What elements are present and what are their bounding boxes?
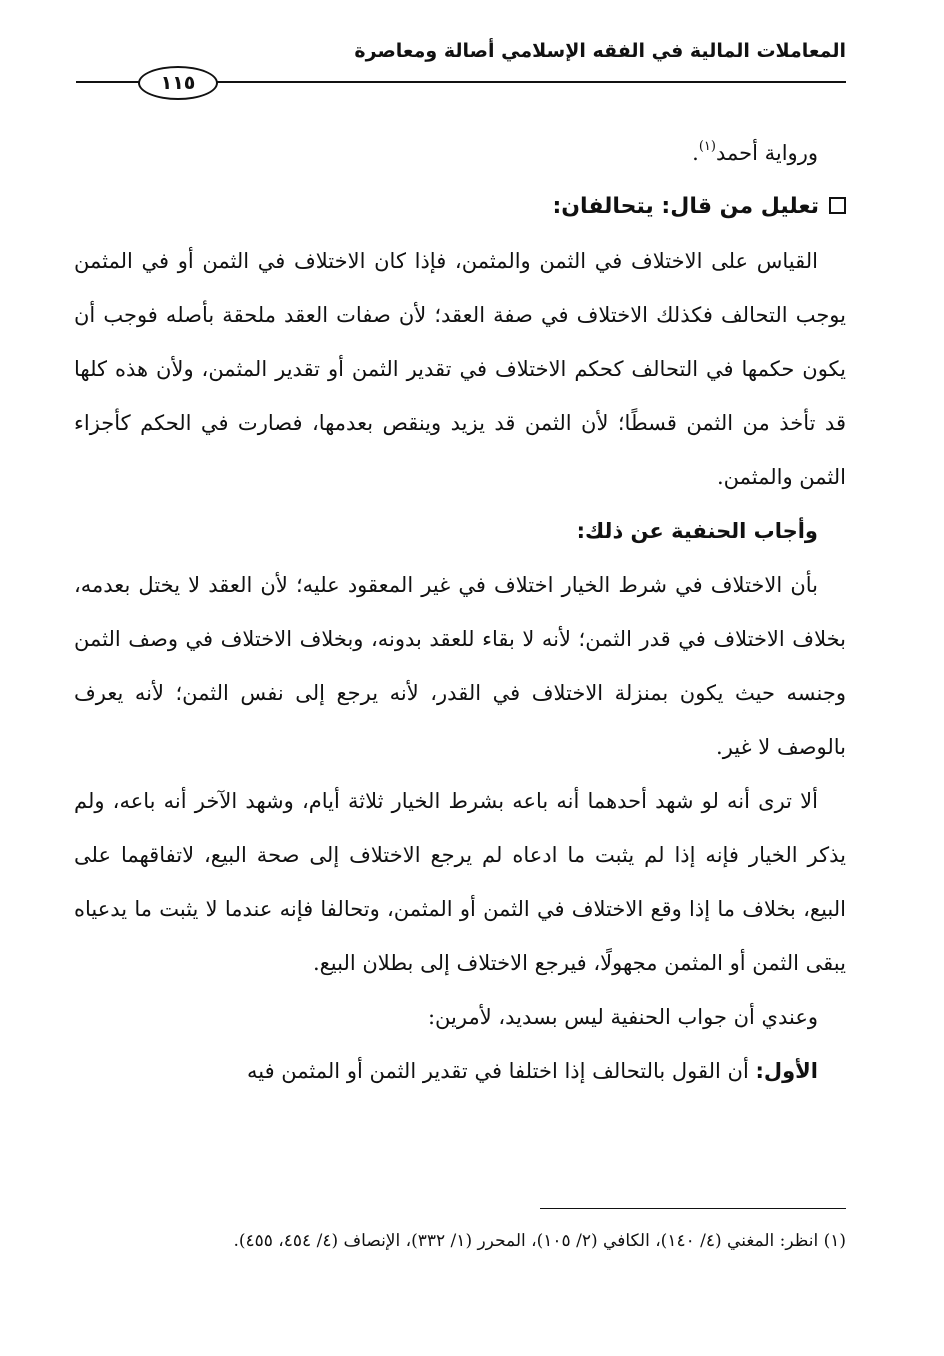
- intro-line: [74, 126, 846, 180]
- paragraph-4: وعندي أن جواب الحنفية ليس بسديد، لأمرين:: [427, 1005, 818, 1029]
- section-heading: [74, 180, 846, 234]
- footnote: (١) انظر: المغني (٤/ ١٤٠)، الكافي (٢/ ١٠٥)، المحرر (١/ ٣٣٢)، الإنصاف (٤/ ٤٥٤، ٤٥٥).: [233, 1231, 846, 1251]
- main-text: [74, 126, 846, 1098]
- section-heading-text: تعليل من قال: يتحالفان:: [552, 194, 819, 219]
- page-number: ١١٥: [138, 66, 218, 100]
- footnote-reference: (١): [698, 139, 716, 154]
- running-title: المعاملات المالية في الفقه الإسلامي أصالة ومعاصرة: [354, 40, 846, 62]
- paragraph-5-text: أن القول بالتحالف إذا اختلفا في تقدير الثمن أو المثمن فيه: [247, 1059, 749, 1083]
- intro-text: ورواية أحمد: [715, 141, 818, 165]
- paragraph-5-label: الأول:: [755, 1059, 818, 1083]
- paragraph-3: ألا ترى أنه لو شهد أحدهما أنه باعه بشرط الخيار ثلاثة أيام، وشهد الآخر أنه باعه، ولم يذكر الخيار فإنه إذا لم يثبت ما ادعاه لم يرجع الاختلاف إلى صحة البيع، لاتفاقهما على البيع، بخلاف ما إذا وقع الاختلاف في الثمن أو المثمن، وتحالفا فإنه عندما لا يثبت ما يدعياه يبقى الثمن أو المثمن مجهولًا، فيرجع الاختلاف إلى بطلان البيع.: [74, 789, 846, 975]
- paragraph-1: القياس على الاختلاف في الثمن والمثمن، فإذا كان الاختلاف في الثمن أو في المثمن يوجب التحالف فكذلك الاختلاف في صفة العقد؛ لأن صفات العقد ملحقة بأصله فوجب أن يكون حكمها في التحالف كحكم الاختلاف في تقدير الثمن أو تقدير المثمن، ولأن هذه كلها قد تأخذ من الثمن قسطًا؛ لأن الثمن قد يزيد وينقص بعدمها، فصارت في الحكم كأجزاء الثمن والمثمن.: [74, 249, 846, 489]
- paragraph-5: [74, 1044, 846, 1098]
- footnote-rule: [540, 1208, 846, 1209]
- paragraph-2: بأن الاختلاف في شرط الخيار اختلاف في غير المعقود عليه؛ لأن العقد لا يختل بعدمه، بخلاف الاختلاف في قدر الثمن؛ لأنه لا بقاء للعقد بدونه، وبخلاف الاختلاف في وصف الثمن وجنسه حيث يكون بمنزلة الاختلاف في القدر، لأنه يرجع إلى نفس الثمن؛ لأنه يعرف بالوصف لا غير.: [74, 573, 846, 759]
- hollow-square-icon: [829, 197, 846, 214]
- intro-end: .: [692, 141, 699, 165]
- subheading: وأجاب الحنفية عن ذلك:: [576, 519, 818, 543]
